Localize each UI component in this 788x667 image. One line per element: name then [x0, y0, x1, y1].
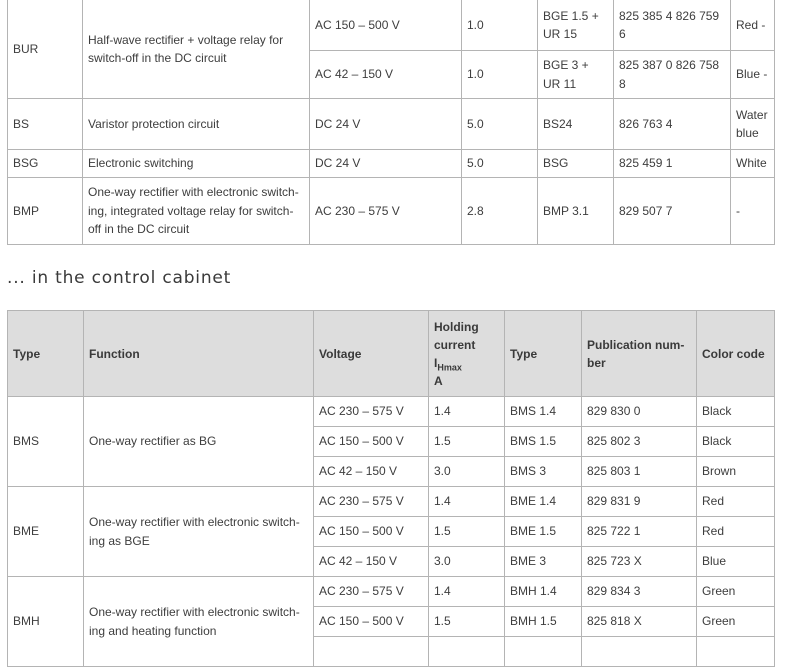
- publication-cell: 825 385 4 826 759 6: [614, 0, 731, 51]
- color-cell: Red: [697, 517, 775, 547]
- publication-cell: 825 818 X: [582, 607, 697, 637]
- publication-cell: 829 834 3: [582, 577, 697, 607]
- voltage-cell: AC 230 – 575 V: [314, 577, 429, 607]
- color-cell: Blue -: [731, 51, 775, 99]
- publication-cell: 829 830 0: [582, 397, 697, 427]
- table-row: [8, 150, 775, 178]
- header-publication: Publication num-ber: [582, 311, 697, 397]
- current-cell: 1.5: [429, 607, 505, 637]
- voltage-cell: DC 24 V: [310, 150, 462, 178]
- current-cell: 1.0: [462, 0, 538, 51]
- part-cell: BMH 1.5: [505, 607, 582, 637]
- current-cell: 5.0: [462, 99, 538, 150]
- color-cell: Blue: [697, 547, 775, 577]
- function-cell: Varistor protection circuit: [83, 99, 310, 150]
- current-cell: [429, 637, 505, 667]
- table-row: [8, 99, 775, 150]
- current-cell: 1.5: [429, 427, 505, 457]
- part-cell: BGE 1.5 + UR 15: [538, 0, 614, 51]
- header-holding-subscript: Hmax: [437, 361, 462, 372]
- header-voltage: Voltage: [314, 311, 429, 397]
- part-cell: BS24: [538, 99, 614, 150]
- voltage-cell: AC 150 – 500 V: [314, 607, 429, 637]
- color-cell: Red -: [731, 0, 775, 51]
- part-cell: BMS 3: [505, 457, 582, 487]
- current-cell: 1.4: [429, 397, 505, 427]
- publication-cell: 825 723 X: [582, 547, 697, 577]
- voltage-cell: AC 230 – 575 V: [314, 487, 429, 517]
- current-cell: 1.0: [462, 51, 538, 99]
- function-cell: One-way rectifier as BG: [84, 397, 314, 487]
- publication-cell: 825 803 1: [582, 457, 697, 487]
- header-holding-symbol: I: [434, 355, 438, 370]
- publication-cell: 825 802 3: [582, 427, 697, 457]
- voltage-cell: AC 42 – 150 V: [314, 457, 429, 487]
- table-row: [8, 178, 775, 245]
- publication-cell: 825 722 1: [582, 517, 697, 547]
- color-cell: Brown: [697, 457, 775, 487]
- voltage-cell: AC 230 – 575 V: [314, 397, 429, 427]
- type-cell: BS: [8, 99, 83, 150]
- color-cell: -: [731, 178, 775, 245]
- publication-cell: 829 507 7: [614, 178, 731, 245]
- header-function: Function: [84, 311, 314, 397]
- type-cell: BMH: [8, 577, 84, 667]
- current-cell: 5.0: [462, 150, 538, 178]
- part-cell: BMS 1.5: [505, 427, 582, 457]
- header-row: [8, 311, 775, 397]
- voltage-cell: AC 42 – 150 V: [314, 547, 429, 577]
- type-cell: BMS: [8, 397, 84, 487]
- part-cell: BME 1.4: [505, 487, 582, 517]
- voltage-cell: AC 42 – 150 V: [310, 51, 462, 99]
- type-cell: BMP: [8, 178, 83, 245]
- table-row: [8, 0, 775, 51]
- function-cell: One-way rectifier with electronic switch-ing, integrated voltage relay for switch-off in the DC circuit: [83, 178, 310, 245]
- color-cell: Black: [697, 397, 775, 427]
- table-row: [8, 577, 775, 607]
- voltage-cell: AC 230 – 575 V: [310, 178, 462, 245]
- color-cell: Green: [697, 577, 775, 607]
- publication-cell: 825 387 0 826 758 8: [614, 51, 731, 99]
- publication-cell: 825 459 1: [614, 150, 731, 178]
- voltage-cell: AC 150 – 500 V: [310, 0, 462, 51]
- table-row: [8, 397, 775, 427]
- type-cell: BME: [8, 487, 84, 577]
- current-cell: 3.0: [429, 547, 505, 577]
- header-holding-current: [429, 311, 505, 397]
- section-heading: ... in the control cabinet: [7, 268, 232, 288]
- voltage-cell: [314, 637, 429, 667]
- part-cell: BMP 3.1: [538, 178, 614, 245]
- current-cell: 1.5: [429, 517, 505, 547]
- header-type: Type: [8, 311, 84, 397]
- color-cell: Water blue: [731, 99, 775, 150]
- header-color: Color code: [697, 311, 775, 397]
- voltage-cell: DC 24 V: [310, 99, 462, 150]
- part-cell: BGE 3 + UR 11: [538, 51, 614, 99]
- color-cell: Red: [697, 487, 775, 517]
- current-cell: 2.8: [462, 178, 538, 245]
- voltage-cell: AC 150 – 500 V: [314, 517, 429, 547]
- type-cell: BSG: [8, 150, 83, 178]
- color-cell: White: [731, 150, 775, 178]
- header-holding-line1: Holding: [434, 319, 479, 334]
- publication-cell: [582, 637, 697, 667]
- header-holding-unit: A: [434, 373, 443, 388]
- function-cell: Electronic switching: [83, 150, 310, 178]
- header-holding-line2: current: [434, 337, 476, 352]
- part-cell: BMH 1.4: [505, 577, 582, 607]
- function-cell: Half-wave rectifier + voltage relay for switch-off in the DC circuit: [83, 0, 310, 99]
- type-cell: BUR: [8, 0, 83, 99]
- part-cell: BME 1.5: [505, 517, 582, 547]
- part-cell: BME 3: [505, 547, 582, 577]
- publication-cell: 829 831 9: [582, 487, 697, 517]
- function-cell: One-way rectifier with electronic switch-ing as BGE: [84, 487, 314, 577]
- color-cell: Green: [697, 607, 775, 637]
- publication-cell: 826 763 4: [614, 99, 731, 150]
- current-cell: 1.4: [429, 577, 505, 607]
- part-cell: [505, 637, 582, 667]
- header-part: Type: [505, 311, 582, 397]
- current-cell: 1.4: [429, 487, 505, 517]
- function-cell: One-way rectifier with electronic switch-ing and heating function: [84, 577, 314, 667]
- voltage-cell: AC 150 – 500 V: [314, 427, 429, 457]
- table-row: [8, 487, 775, 517]
- color-cell: [697, 637, 775, 667]
- brake-control-table-control-cabinet: [7, 310, 775, 667]
- part-cell: BSG: [538, 150, 614, 178]
- color-cell: Black: [697, 427, 775, 457]
- current-cell: 3.0: [429, 457, 505, 487]
- brake-control-table-terminal-box: [7, 0, 775, 245]
- part-cell: BMS 1.4: [505, 397, 582, 427]
